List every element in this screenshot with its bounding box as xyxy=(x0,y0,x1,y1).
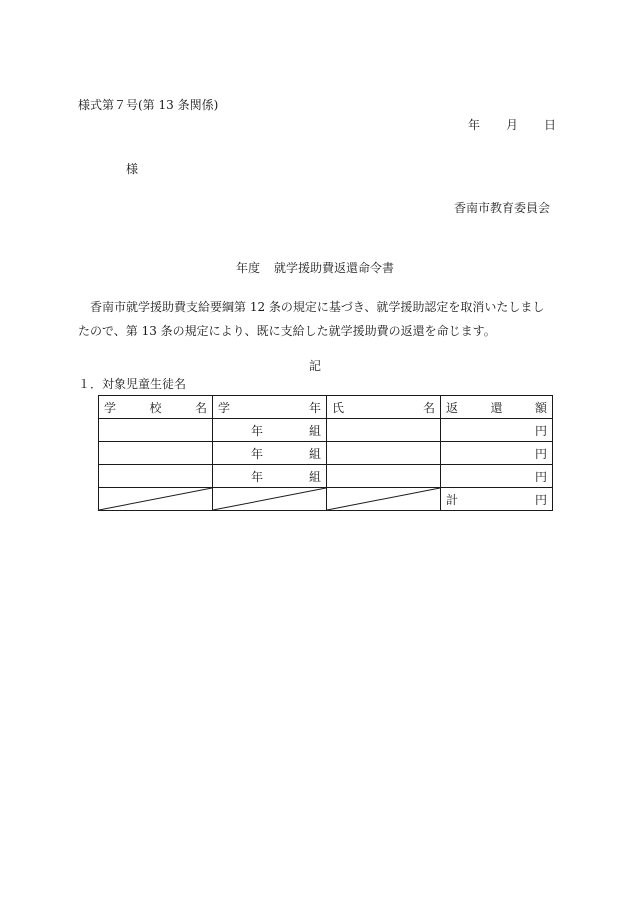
grade-cell xyxy=(213,465,327,488)
form-number: 様式第７号(第 13 条関係) xyxy=(78,98,219,112)
document-title xyxy=(0,259,630,276)
grade-class-label: 組 xyxy=(308,446,321,461)
body-paragraph: 香南市就学援助費支給要綱第 12 条の規定に基づき、就学援助認定を取消いたしましたので、第 13 条の規定により、既に支給した就学援助費の返還を命じます。 xyxy=(78,300,545,338)
grade-year-label: 年 xyxy=(250,423,263,438)
school-cell xyxy=(99,465,213,488)
date-day-label: 日 xyxy=(544,118,557,132)
grade-year-label: 年 xyxy=(250,446,263,461)
title-prefix: 年度 xyxy=(235,261,260,275)
header-name xyxy=(327,396,441,419)
header-school xyxy=(99,396,213,419)
header-amount-char: 返 xyxy=(446,400,459,415)
date-line xyxy=(468,116,556,133)
title-main: 就学援助費返還命令書 xyxy=(274,261,395,275)
ki-heading: 記 xyxy=(308,359,321,373)
amount-unit: 円 xyxy=(534,423,547,438)
diagonal-cell xyxy=(327,488,441,511)
table-row xyxy=(99,465,553,488)
grade-year-label: 年 xyxy=(250,469,263,484)
header-grade xyxy=(213,396,327,419)
total-cell xyxy=(441,488,553,511)
table-row xyxy=(99,419,553,442)
header-amount-char: 額 xyxy=(534,400,547,415)
name-cell xyxy=(327,465,441,488)
school-cell xyxy=(99,442,213,465)
table-total-row xyxy=(99,488,553,511)
header-amount-char: 還 xyxy=(490,400,503,415)
header-name-char: 氏 xyxy=(332,400,345,415)
amount-cell xyxy=(441,419,553,442)
amount-cell xyxy=(441,465,553,488)
diagonal-cell xyxy=(99,488,213,511)
header-school-char: 学 xyxy=(104,400,117,415)
grade-cell xyxy=(213,419,327,442)
grade-class-label: 組 xyxy=(308,469,321,484)
header-name-char: 名 xyxy=(422,400,435,415)
header-school-char: 校 xyxy=(149,400,162,415)
date-year-label: 年 xyxy=(468,118,481,132)
school-cell xyxy=(99,419,213,442)
header-school-char: 名 xyxy=(194,400,207,415)
issuer: 香南市教育委員会 xyxy=(453,201,550,215)
amount-cell xyxy=(441,442,553,465)
name-cell xyxy=(327,419,441,442)
total-unit: 円 xyxy=(534,492,547,507)
diagonal-cell xyxy=(213,488,327,511)
header-amount xyxy=(441,396,553,419)
amount-unit: 円 xyxy=(534,446,547,461)
amount-unit: 円 xyxy=(534,469,547,484)
date-month-label: 月 xyxy=(506,118,519,132)
students-table xyxy=(98,395,553,511)
grade-cell xyxy=(213,442,327,465)
addressee-suffix: 様 xyxy=(126,162,139,176)
total-label: 計 xyxy=(446,492,459,507)
name-cell xyxy=(327,442,441,465)
header-grade-char: 年 xyxy=(308,400,321,415)
section-heading: １．対象児童生徒名 xyxy=(78,377,187,391)
grade-class-label: 組 xyxy=(308,423,321,438)
table-header-row xyxy=(99,396,553,419)
header-grade-char: 学 xyxy=(218,400,231,415)
table-row xyxy=(99,442,553,465)
